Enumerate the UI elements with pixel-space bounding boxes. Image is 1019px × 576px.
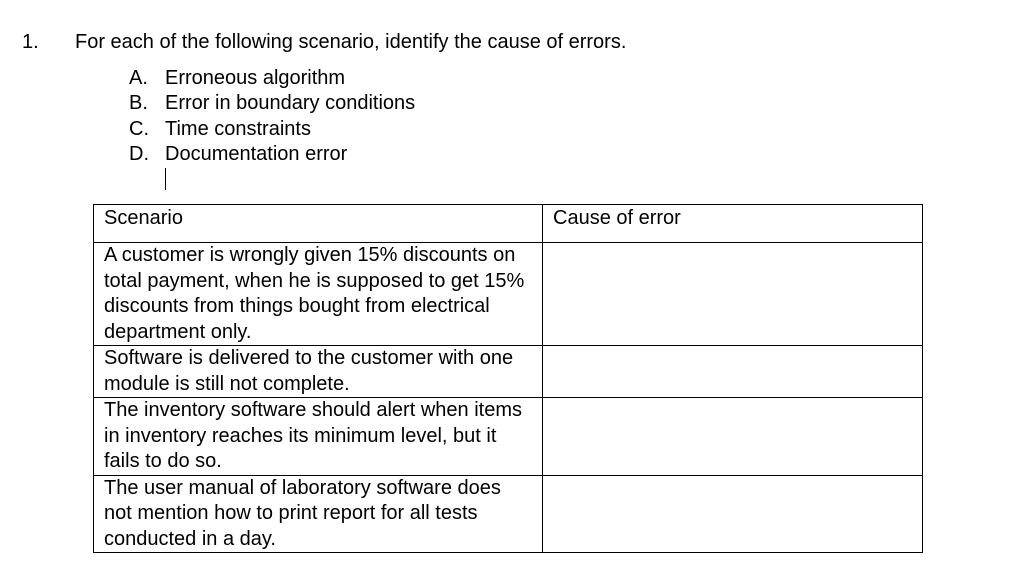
header-scenario: Scenario	[94, 205, 543, 243]
question-text: For each of the following scenario, identify the cause of errors.	[75, 31, 627, 53]
cause-cell[interactable]	[543, 243, 923, 346]
option-letter: B.	[129, 92, 148, 115]
answer-options-list	[129, 66, 415, 167]
option-text: Documentation error	[165, 142, 348, 165]
scenario-cell: A customer is wrongly given 15% discounts on total payment, when he is supposed to get 15% discounts from things bought from electrical department only.	[94, 243, 543, 346]
table-row	[94, 243, 923, 346]
option-letter: C.	[129, 117, 149, 140]
option-b	[129, 91, 415, 116]
question-number: 1.	[22, 31, 39, 53]
option-letter: D.	[129, 142, 149, 165]
scenario-cell: The inventory software should alert when items in inventory reaches its minimum level, but it fails to do so.	[94, 398, 543, 476]
scenario-cell: Software is delivered to the customer with one module is still not complete.	[94, 346, 543, 398]
header-cause-of-error: Cause of error	[543, 205, 923, 243]
scenario-table	[93, 204, 923, 553]
text-cursor	[165, 168, 166, 190]
option-c	[129, 117, 415, 142]
table-row	[94, 475, 923, 553]
table-row	[94, 346, 923, 398]
cause-cell[interactable]	[543, 346, 923, 398]
table-row	[94, 398, 923, 476]
option-letter: A.	[129, 67, 148, 89]
table-header-row	[94, 205, 923, 243]
cause-cell[interactable]	[543, 398, 923, 476]
option-text: Error in boundary conditions	[165, 92, 416, 115]
option-d	[129, 142, 415, 167]
option-text: Time constraints	[165, 117, 311, 140]
option-text: Erroneous algorithm	[165, 67, 346, 89]
option-a	[129, 66, 415, 91]
cause-cell[interactable]	[543, 475, 923, 553]
scenario-cell: The user manual of laboratory software does not mention how to print report for all tests conducted in a day.	[94, 475, 543, 553]
